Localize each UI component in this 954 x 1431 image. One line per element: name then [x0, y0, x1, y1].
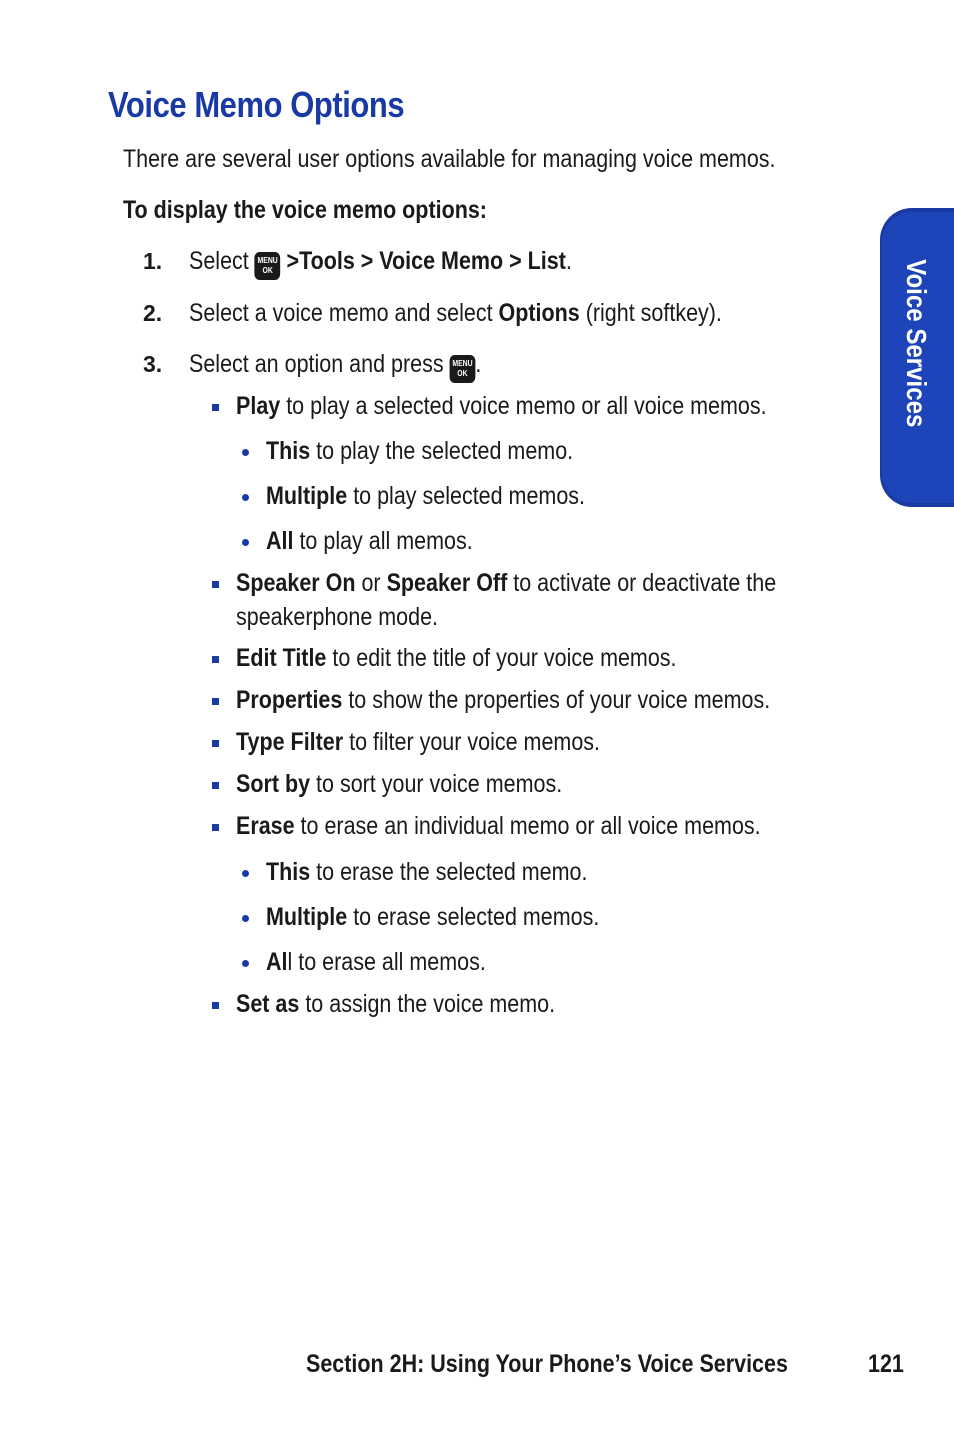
option-speaker-continued: speakerphone mode.	[236, 603, 439, 631]
intro-text: There are several user options available for managing voice memos.	[123, 145, 776, 173]
menu-ok-key-icon: MENU OK	[450, 355, 476, 383]
step-number: 3.	[143, 351, 163, 377]
round-bullet-icon	[242, 870, 249, 877]
option-sort-by: Sort by to sort your voice memos.	[236, 770, 563, 798]
step-2: Select a voice memo and select Options (right softkey).	[189, 299, 722, 327]
square-bullet-icon	[212, 404, 219, 411]
option-erase: Erase to erase an individual memo or all voice memos.	[236, 812, 761, 840]
round-bullet-icon	[242, 960, 249, 967]
page-number: 121	[868, 1350, 904, 1378]
menu-ok-key-icon: MENU OK	[255, 252, 281, 280]
square-bullet-icon	[212, 656, 219, 663]
section-side-tab-label: Voice Services	[901, 259, 932, 428]
round-bullet-icon	[242, 539, 249, 546]
option-speaker: Speaker On or Speaker Off to activate or deactivate the	[236, 569, 777, 597]
step-1: Select MENU OK >Tools > Voice Memo > List.	[189, 245, 634, 280]
option-type-filter: Type Filter to filter your voice memos.	[236, 728, 601, 756]
step-number: 2.	[143, 300, 163, 326]
step-3: Select an option and press MENU OK .	[189, 348, 529, 383]
page-title: Voice Memo Options	[108, 84, 405, 125]
sub-option-play-this: This to play the selected memo.	[266, 437, 574, 465]
option-edit-title: Edit Title to edit the title of your voice memos.	[236, 644, 677, 672]
option-play: Play to play a selected voice memo or all voice memos.	[236, 392, 767, 420]
round-bullet-icon	[242, 449, 249, 456]
sub-option-erase-this: This to erase the selected memo.	[266, 858, 588, 886]
square-bullet-icon	[212, 1002, 219, 1009]
sub-option-play-all: All to play all memos.	[266, 527, 473, 555]
round-bullet-icon	[242, 915, 249, 922]
round-bullet-icon	[242, 494, 249, 501]
square-bullet-icon	[212, 782, 219, 789]
option-properties: Properties to show the properties of your voice memos.	[236, 686, 771, 714]
square-bullet-icon	[212, 740, 219, 747]
square-bullet-icon	[212, 581, 219, 588]
sub-option-play-multiple: Multiple to play selected memos.	[266, 482, 586, 510]
option-set-as: Set as to assign the voice memo.	[236, 990, 556, 1018]
sub-option-erase-all: All to erase all memos.	[266, 948, 486, 976]
square-bullet-icon	[212, 824, 219, 831]
square-bullet-icon	[212, 698, 219, 705]
sub-option-erase-multiple: Multiple to erase selected memos.	[266, 903, 600, 931]
step-number: 1.	[143, 248, 163, 274]
subheading: To display the voice memo options:	[123, 196, 487, 224]
footer-section-title: Section 2H: Using Your Phone’s Voice Services	[306, 1350, 788, 1378]
